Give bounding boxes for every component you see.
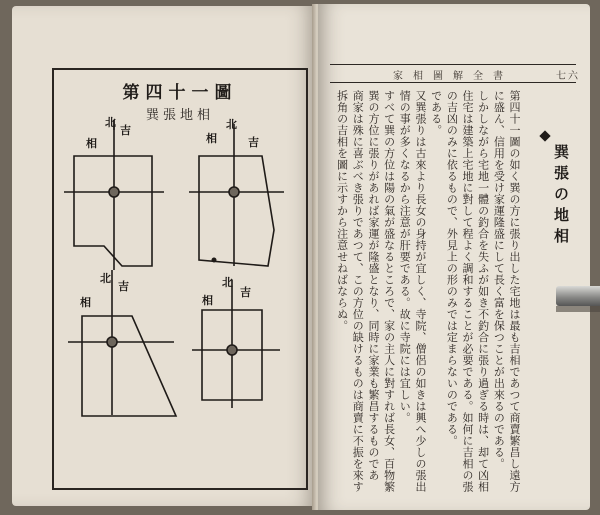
site-plan-2 (189, 124, 284, 266)
text-column: 拆角の吉相を圖に示すから注意せねばならぬ。 (335, 90, 349, 332)
label-ki-2: 吉 (248, 136, 259, 149)
label-ki-1: 吉 (120, 124, 131, 137)
text-column: 巽の方位に張りがあれば家運が隆盛となり、同時に家業も繁昌するものであ (366, 90, 380, 481)
text-column: 情の事が多くなるから注意が肝要である。故に寺院には宜しい。 (398, 90, 412, 424)
label-north-1: 北 (105, 116, 116, 129)
label-north-4: 北 (222, 276, 233, 289)
section-heading: 巽張の地相 (552, 144, 570, 249)
running-title: 家相圖解全書 (393, 71, 513, 82)
binder-clip (556, 286, 600, 306)
binder-clip-shadow (556, 306, 600, 312)
text-column: 又巽張りは古來より長女の身持が宜しく、寺院、僧侶の如きは興へ少しの張出 (413, 90, 427, 493)
label-so-4: 相 (202, 294, 213, 307)
left-page (12, 6, 317, 506)
label-ki-3: 吉 (118, 280, 129, 293)
right-page (318, 4, 590, 510)
text-column: である。 (429, 90, 443, 136)
text-column: 第四十一圖の如く巽の方に張り出した宅地は最も吉相であつて商賣繁昌し遠方 (508, 90, 521, 493)
figure-frame (52, 68, 308, 490)
stray-dot (212, 258, 217, 263)
text-column: 商家は殊に喜ぶべき張りであつて、この方位の缺けるものは商賣に不振を來す (351, 90, 365, 493)
section-marker-icon (539, 130, 550, 141)
figure-title: 第四十一圖 (122, 83, 238, 103)
figure-subtitle: 巽張地相 (145, 108, 214, 123)
text-column: すべて巽の方位は陽の氣が盛なるところで、家の主人に對すれば長女、百物繁 (382, 90, 396, 493)
text-column: しかしながら宅地一體の釣合を失ふが如き不釣合に張り過ぎる時は、却て凶相 (476, 90, 490, 493)
header-rule-top (330, 64, 576, 65)
text-column: 住宅は建築上宅地に對して程よく調和することが必要である。如何に吉相の張 (460, 90, 474, 493)
label-so-1: 相 (86, 137, 97, 150)
page-number: 七六 (556, 71, 580, 82)
site-plan-1 (64, 120, 164, 270)
site-plan-diagrams (54, 70, 306, 488)
label-so-3: 相 (80, 296, 91, 309)
label-north-3: 北 (100, 272, 111, 285)
label-ki-4: 吉 (240, 286, 251, 299)
header-rule-bottom (330, 82, 576, 83)
body-text (334, 90, 522, 495)
label-north-2: 北 (226, 118, 237, 131)
text-column: の吉凶のみに依るもので、外見上の形のみでは定まらないのである。 (445, 90, 459, 447)
text-column: に盛ん、信用を受け家運隆盛にして長く富を保つことが出來るのである。 (492, 90, 506, 470)
label-so-2: 相 (206, 132, 217, 145)
